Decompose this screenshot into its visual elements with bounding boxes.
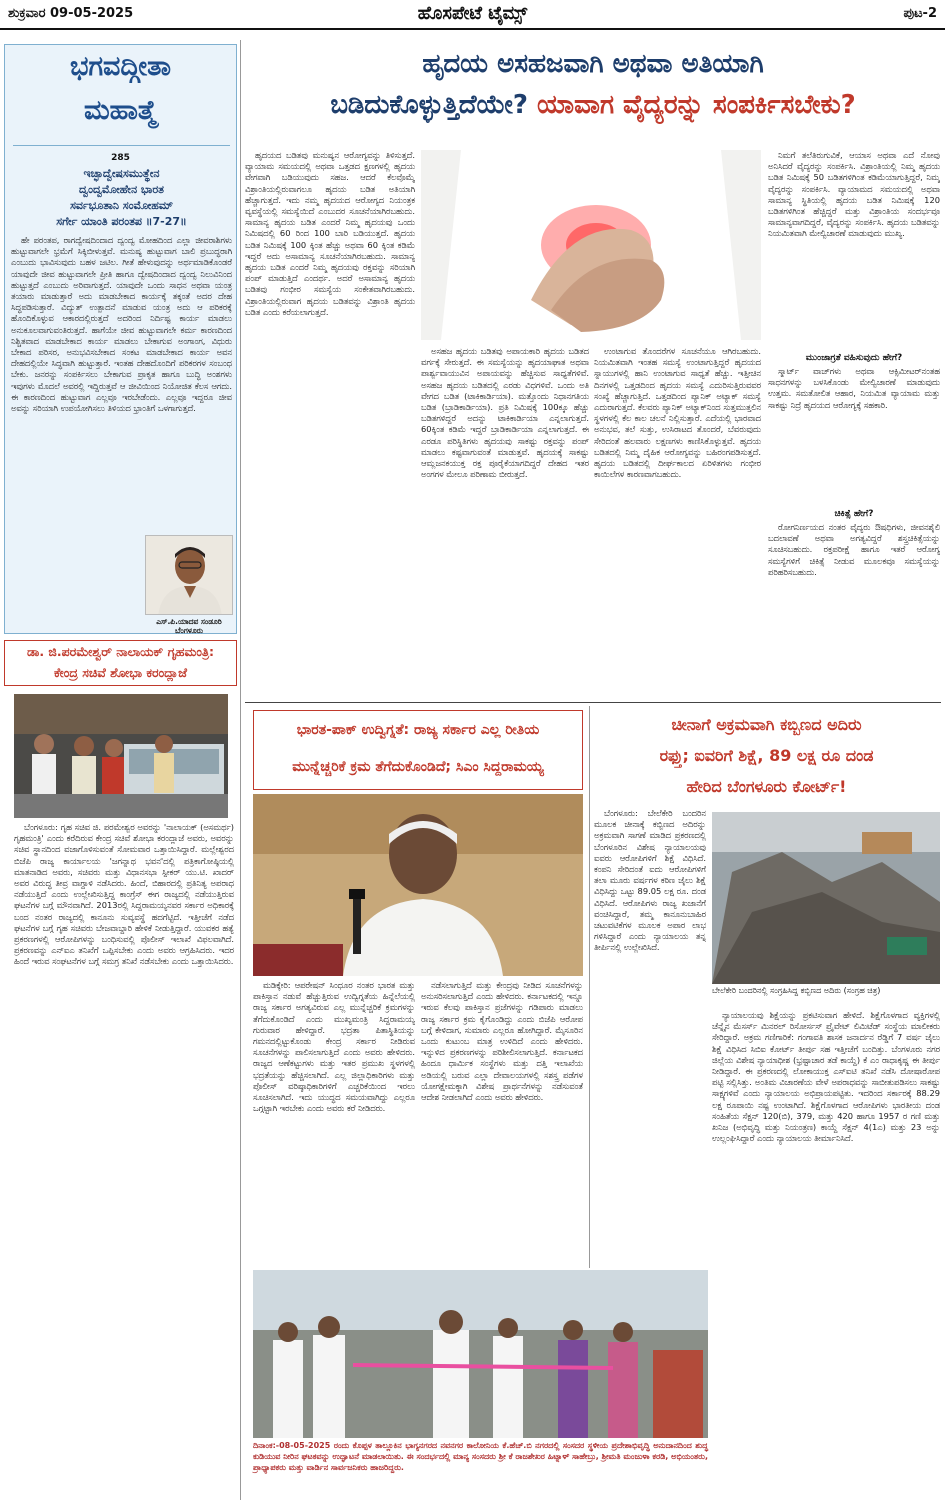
iron-ore-photo <box>712 812 940 984</box>
heart-col2-text: ಅಸಹಜ ಹೃದಯ ಬಡಿತವು ಅಪಾಯಕಾರಿ ಹೃದಯ ಬಡಿತದ ವರ್ಗಕ್ಕೆ ಸೇರುತ್ತದೆ. ಈ ಸಮಸ್ಯೆಯನ್ನು ಹೃದಯಾಘಾತ ಅಥವಾ ಪಾರ್ಶ್ವವಾಯುವಿನ ಅಪಾಯವನ್ನು ಹೆಚ್ಚಿಸುವ ಸಾಧ್ಯತೆಗಳಿವೆ. ಅಸಹಜ ಹೃದಯ ಬಡಿತದಲ್ಲಿ ಎರಡು ವಿಧಗಳಿವೆ. ಒಂದು ಅತಿ ವೇಗದ ಬಡಿತ (ಟಾಕಿಕಾರ್ಡಿಯಾ). ಮತ್ತೊಂದು ನಿಧಾನಗತಿಯ ಬಡಿತ (ಬ್ರಾಡಿಕಾರ್ಡಿಯಾ). ಪ್ರತಿ ನಿಮಿಷಕ್ಕೆ 100ಕ್ಕೂ ಹೆಚ್ಚು ಬಡಿತಗಳಿದ್ದರೆ ಅದನ್ನು ಟಾಕಿಕಾರ್ಡಿಯಾ ಎನ್ನಲಾಗುತ್ತದೆ. 60ಕ್ಕಿಂತ ಕಡಿಮೆ ಇದ್ದರೆ ಬ್ರಾಡಿಕಾರ್ಡಿಯಾ ಎನ್ನಲಾಗುತ್ತದೆ. ಈ ಎರಡೂ ಪರಿಸ್ಥಿತಿಗಳು ಹೃದಯವು ಸಾಕಷ್ಟು ರಕ್ತವನ್ನು ಪಂಪ್ ಮಾಡಲು ಕಷ್ಟವಾಗುವಂತೆ ಮಾಡುತ್ತವೆ. ಹೃದಯಕ್ಕೆ ಸಾಕಷ್ಟು ಆಮ್ಲಜನಕಯುಕ್ತ ರಕ್ತ ಪೂರೈಕೆಯಾಗದಿದ್ದರೆ ದೇಹದ ಇತರ ಅಂಗಗಳ ಮೇಲೂ ಪರಿಣಾಮ ಬೀರುತ್ತದೆ. <box>421 346 589 480</box>
inauguration-photo <box>253 1270 708 1438</box>
author-name: ಎಸ್.ಪಿ.ಯಾದವ ಸಂಡೂರಿ <box>156 617 222 626</box>
heart-col4 <box>768 150 940 698</box>
section-divider <box>245 702 941 703</box>
pak-headline-line2: ಮುನ್ನೆಚ್ಚರಿಕೆ ಕ್ರಮ ತೆಗೆದುಕೊಂಡಿದೆ; ಸಿಎಂ ಸಿದ್ದರಾಮಯ್ಯ <box>292 759 544 775</box>
heart-col3 <box>594 346 761 698</box>
heart-headline-line2a: ಬಡಿದುಕೊಳ್ಳುತ್ತಿದೆಯೇ? <box>330 90 538 120</box>
iron-ore-pile-photo-icon <box>712 812 940 984</box>
chest-pain-illustration-icon <box>421 150 761 340</box>
ribbon-cutting-photo-icon <box>253 1270 708 1438</box>
cm-speaking-photo-icon <box>253 794 583 976</box>
gita-column <box>4 44 237 634</box>
heart-col4c-text: ರೋಗನಿರ್ಣಯದ ನಂತರ ವೈದ್ಯರು ಔಷಧಿಗಳು, ಜೀವನಶೈಲಿ ಬದಲಾವಣೆ ಅಥವಾ ಅಗತ್ಯವಿದ್ದರೆ ಶಸ್ತ್ರಚಿಕಿತ್ಸೆಯನ್ನು ಸೂಚಿಸಬಹುದು. ರಕ್ತಪರೀಕ್ಷೆ ಹಾಗೂ ಇತರೆ ಆರೋಗ್ಯ ಸಮಸ್ಯೆಗಳಿಗೆ ಚಿಕಿತ್ಸೆ ನೀಡುವ ಮೂಲಕವೂ ಸಮಸ್ಯೆಯನ್ನು ಪರಿಹರಿಸಬಹುದು. <box>768 522 940 577</box>
issue-date: ಶುಕ್ರವಾರ 09-05-2025 <box>8 6 134 21</box>
china-col1-text: ಬೆಂಗಳೂರು: ಬೇಲೆಕೇರಿ ಬಂದರಿನ ಮೂಲಕ ಚೀನಾಕ್ಕೆ ಕಬ್ಬಿಣದ ಅದಿರನ್ನು ಅಕ್ರಮವಾಗಿ ಸಾಗಣೆ ಮಾಡಿದ ಪ್ರಕರಣದಲ್ಲಿ ಬೆಂಗಳೂರಿನ ವಿಶೇಷ ನ್ಯಾಯಾಲಯವು ಐವರು ಆರೋಪಿಗಳಿಗೆ ಶಿಕ್ಷೆ ವಿಧಿಸಿದೆ. ಕಂಪನಿ ಸೇರಿದಂತೆ ಐದು ಆರೋಪಿಗಳಿಗೆ ತಲಾ ಮೂರು ವರ್ಷಗಳ ಕಠಿಣ ಜೈಲು ಶಿಕ್ಷೆ ವಿಧಿಸಿದ್ದು ಒಟ್ಟು 89.05 ಲಕ್ಷ ರೂ. ದಂಡ ವಿಧಿಸಿದೆ. ಆರೋಪಿಗಳು ರಾಜ್ಯ ಖಜಾನೆಗೆ ವಂಚಿಸಿದ್ದಾರೆ, ತಮ್ಮ ಕಾನೂನುಬಾಹಿರ ಚಟುವಟಿಕೆಗಳ ಮೂಲಕ ಅಪಾರ ಲಾಭ ಗಳಿಸಿದ್ದಾರೆ ಎಂದು ನ್ಯಾಯಾಲಯ ತನ್ನ ತೀರ್ಪಿನಲ್ಲಿ ಉಲ್ಲೇಖಿಸಿದೆ. <box>594 808 706 953</box>
pak-col1 <box>253 980 415 1266</box>
shloka-line3: ಸರ್ವಭೂತಾನಿ ಸಂಮೋಹಮ್ <box>70 199 173 212</box>
gita-title-line2: ಮಹಾತ್ಮೆ <box>84 95 157 126</box>
china-headline-line1: ಚೀನಾಗೆ ಅಕ್ರಮವಾಗಿ ಕಬ್ಬಿಣದ ಅದಿರು <box>671 715 862 734</box>
gita-body <box>11 235 232 535</box>
iron-ore-photo-caption: ಬೇಲೆಕೇರಿ ಬಂದರಿನಲ್ಲಿ ಸಂಗ್ರಹಿಸಿದ್ದ ಕಬ್ಬಿಣದ ಅದಿರು (ಸಂಗ್ರಹ ಚಿತ್ರ) <box>712 986 881 995</box>
cm-photo <box>253 794 583 976</box>
page-number: ಪುಟ-2 <box>903 6 937 21</box>
masthead <box>0 0 945 30</box>
pak-col2-text: ನಡೆಸಲಾಗುತ್ತಿದೆ ಮತ್ತು ಕೇಂದ್ರವು ನೀಡಿದ ಸೂಚನೆಗಳನ್ನು ಅನುಸರಿಸಲಾಗುತ್ತಿದೆ ಎಂದು ಹೇಳಿದರು. ಕರ್ನಾಟಕದಲ್ಲಿ ಇನ್ನೂ ಇರುವ ಕೆಲವು ಪಾಕಿಸ್ತಾನ ಪ್ರಜೆಗಳನ್ನು ಗಡಿಪಾರು ಮಾಡಲು ರಾಜ್ಯ ಸರ್ಕಾರ ಕ್ರಮ ಕೈಗೊಂಡಿದ್ದು ಎಂದು ಬಿಜೆಪಿ ಆರೋಪ ಬಗ್ಗೆ ಕೇಳಿದಾಗ, ಸುಮಾರು ಎಲ್ಲರೂ ಹೋಗಿದ್ದಾರೆ. ಮೈಸೂರಿನ ಒಂದು ಕುಟುಂಬ ಮಾತ್ರ ಉಳಿದಿದೆ ಎಂದು ಹೇಳಿದರು. ಇನ್ನುಳಿದ ಪ್ರಕರಣಗಳನ್ನು ಪರಿಶೀಲಿಸಲಾಗುತ್ತಿದೆ. ಕರ್ನಾಟಕದ ಹಿಂದೂ ಧಾರ್ಮಿಕ ಸಂಸ್ಥೆಗಳು ಮತ್ತು ದತ್ತಿ ಇಲಾಖೆಯ ಅಡಿಯಲ್ಲಿ ಬರುವ ಎಲ್ಲಾ ದೇವಾಲಯಗಳಲ್ಲಿ ಸಶಸ್ತ್ರ ಪಡೆಗಳ ಯೋಗಕ್ಷೇಮಕ್ಕಾಗಿ ವಿಶೇಷ ಪ್ರಾರ್ಥನೆಗಳನ್ನು ನಡೆಸುವಂತೆ ಆದೇಶ ನೀಡಲಾಗಿದೆ ಎಂದು ಅವರು ಹೇಳಿದರು. <box>421 980 583 1103</box>
newspaper-brand: ಹೊಸಪೇಟೆ ಟೈಮ್ಸ್ <box>417 3 528 24</box>
pak-headline <box>253 710 583 790</box>
author-photo <box>145 535 233 615</box>
heart-col4-treatment <box>768 522 940 692</box>
heart-photo <box>421 150 761 340</box>
heart-subhead-precaution: ಮುಂಜಾಗ್ರತೆ ವಹಿಸುವುದು ಹೇಗೆ? <box>805 353 903 363</box>
pak-col1-text: ಮಡಿಕ್ಕೇರಿ: ಆಪರೇಷನ್ ಸಿಂಧೂರ ನಂತರ ಭಾರತ ಮತ್ತು ಪಾಕಿಸ್ತಾನ ನಡುವೆ ಹೆಚ್ಚುತ್ತಿರುವ ಉದ್ವಿಗ್ನತೆಯ ಹಿನ್ನೆಲೆಯಲ್ಲಿ ರಾಜ್ಯ ಸರ್ಕಾರ ಅಗತ್ಯವಿರುವ ಎಲ್ಲ ಮುನ್ನೆಚ್ಚರಿಕೆ ಕ್ರಮಗಳನ್ನು ತೆಗೆದುಕೊಂಡಿದೆ ಎಂದು ಮುಖ್ಯಮಂತ್ರಿ ಸಿದ್ದರಾಮಯ್ಯ ಗುರುವಾರ ಹೇಳಿದ್ದಾರೆ. ಭದ್ರತಾ ಪಿತಾಸ್ಥಿತಿಯನ್ನು ಗಮನದಲ್ಲಿಟ್ಟುಕೊಂಡು ಕೇಂದ್ರ ಸರ್ಕಾರ ನೀಡಿರುವ ಸೂಚನೆಗಳನ್ನು ಪಾಲಿಸಲಾಗುತ್ತಿದೆ ಎಂದು ಅವರು ಹೇಳಿದರು. ರಾಜ್ಯದ ಆಣೆಕಟ್ಟುಗಳು ಮತ್ತು ಇತರ ಪ್ರಮುಖ ಸ್ಥಳಗಳಲ್ಲಿ ಭದ್ರತೆಯನ್ನು ಹೆಚ್ಚಿಸಲಾಗಿದೆ. ಎಲ್ಲ ಜಿಲ್ಲಾಧಿಕಾರಿಗಳು ಮತ್ತು ಪೊಲೀಸ್ ವರಿಷ್ಠಾಧಿಕಾರಿಗಳಿಗೆ ಎಚ್ಚರಿಕೆಯಿಂದ ಇರಲು ಸೂಚಿಸಲಾಗಿದೆ. ಇದು ಯುದ್ಧದ ಸಮಯವಾಗಿದ್ದು ಎಲ್ಲರೂ ಒಗ್ಗಟ್ಟಾಗಿ ಇರಬೇಕು ಎಂದು ಅವರು ಕರೆ ನೀಡಿದರು. <box>253 980 415 1114</box>
canteen-visit-photo-icon <box>14 694 228 818</box>
parameshwar-body <box>14 822 234 1500</box>
heart-col4-precaution <box>768 366 940 506</box>
gita-body-text: ಹೇ ಪರಂತಪ, ರಾಗದ್ವೇಷದಿಂದಾದ ದ್ವಂದ್ವ ಮೋಹದಿಂದ ಎಲ್ಲಾ ಜೀವರಾಶಿಗಳು ಹುಟ್ಟುವಾಗಲೇ ಭ್ರಮೆಗೆ ಸಿಕ್ಕಿಬೀಳುತ್ತವೆ. ಮನುಷ್ಯ ಹುಟ್ಟುವಾಗ ಬಾಲಿ ಪ್ರಬುದ್ಧರಾಗಿ ಎಂಬುದು ಭಾವಿಸುವುದು ಬಹಳ ಜಟಿಲ. ಗೀತೆ ಹೇಳುವುದನ್ನು ಅರ್ಥಮಾಡಿಕೊಂಡರೆ ಯಾವುದೇ ಜೀವ ಹುಟ್ಟುವಾಗಲೇ ಪ್ರೀತಿ ಹಾಗೂ ದ್ವೇಷದಿಂದಾದ ದ್ವಂದ್ವ ನಿಲುವಿನಿಂದ ಹುಟ್ಟುತ್ತದೆ ಎಂಬುದು ಅರಿವಾಗುತ್ತದೆ. ಯಾವುದೇ ಒಂದು ಸಾಧನ ಅಥವಾ ಯಂತ್ರ ತಯಾರು ಮಾಡುತ್ತಾರೆ ಅದು ಮಾಡಬೇಕಾದ ಕಾರ್ಯಕ್ಕೆ ತಕ್ಕಂತೆ ಅದರ ದೇಹ ಸಿದ್ಧಪಡಿಸುತ್ತಾರೆ. ವಿದ್ಯುತ್ ಉತ್ಪಾದನೆ ಮಾಡುವ ಯಂತ್ರ ಅದು ಆ ಪರಿಕರಕ್ಕೆ ಹೊಂದಿಕೊಳ್ಳುವ ಆಕಾರದಲ್ಲಿರುತ್ತದೆ ಅದರಿಂದ ನಿರ್ದಿಷ್ಟ ಕಾರ್ಯ ಮಾಡಲು ಅನುಕೂಲವಾಗುವಂತಿರುತ್ತದೆ. ಹಾಗೆಯೇ ಜೀವ ಹುಟ್ಟುವಾಗಲೇ ಕರ್ಮ ಕಾರಣದಿಂದ ನಿಶ್ಚಿತವಾದ ಮಾಡಬೇಕಾದ ಕಾರ್ಯ ಮಾಡಲು ಬೇಕಾಗುವ ಅಂಗಾಂಗ, ವಿಧುರು ಬೇಕಾದ ಪರಿಸರ, ಅನುಭವಿಸಬೇಕಾದ ಸಂಕಟ ಮಾಡಬೇಕಾದ ಕಾರ್ಯ ಅವನ ದೇಹದಲ್ಲಿಯೇ ಸಿದ್ಧವಾಗಿ ಹುಟ್ಟುತ್ತಾರೆ. ಇಂತಹ ದೇಹದೊಂದಿಗೆ ಪರಿಕರಗಳ ಸಂಬಂಧ ಬೇಕು. ಜನರನ್ನು ಸಂಪರ್ಕಿಸಲು ಬೇಕಾಗುವ ಪ್ರಾಕೃತ ಹಾಗೂ ಬುದ್ಧಿ ಅಂಶಗಳು ಇವುಗಳು ಮೊದಲೆ ಅವರಲ್ಲಿ ಇದ್ದಿರುತ್ತವೆ ಆ ಜೀವಿಯಿಂದ ನಿಯೋಜಿತ ಕೆಲಸ ಆಗದು. ಈ ಕಾರಣದಿಂದ ಹುಟ್ಟುವಾಗ ಎಲ್ಲವೂ ಇರಬೇಡೆಂದು. ಎಲ್ಲವೂ ಇದ್ದರೂ ಜೀವ ಅವನ್ನು ಸರಿಯಾಗಿ ಉಪಯೋಗಿಸಲು ತಿಳಿಯದ ಭ್ರಾಂತಿಗೆ ಒಳಗಾಗುತ್ತದೆ. <box>11 235 232 414</box>
parameshwar-headline-line1: ಡಾ. ಜಿ.ಪರಮೇಶ್ವರ್ ನಾಲಾಯಕ್ ಗೃಹಮಂತ್ರಿ: <box>26 644 215 659</box>
column-divider <box>589 706 590 1268</box>
china-headline-line2: ರಫ್ತು; ಐವರಿಗೆ ಶಿಕ್ಷೆ, 89 ಲಕ್ಷ ರೂ ದಂಡ <box>659 746 874 765</box>
heart-headline-line1: ಹೃದಯ ಅಸಹಜವಾಗಿ ಅಥವಾ ಅತಿಯಾಗಿ <box>422 49 764 79</box>
heart-col4b-text: ಸ್ಮಾರ್ಟ್ ವಾಚ್‌ಗಳು ಅಥವಾ ಆಕ್ಸಿಮೀಟರ್‌ನಂತಹ ಸಾಧನಗಳನ್ನು ಬಳಸಿಕೊಂಡು ಮೇಲ್ವಿಚಾರಣೆ ಮಾಡುವುದು ಉತ್ತಮ. ಸಮತೋಲಿತ ಆಹಾರ, ನಿಯಮಿತ ವ್ಯಾಯಾಮ ಮತ್ತು ಸಾಕಷ್ಟು ನಿದ್ರೆ ಹೃದಯದ ಆರೋಗ್ಯಕ್ಕೆ ಸಹಕಾರಿ. <box>768 366 940 410</box>
gita-serial-number: 285 <box>111 153 130 163</box>
heart-col1-text: ಹೃದಯದ ಬಡಿತವು ಮನುಷ್ಯನ ಆರೋಗ್ಯವನ್ನು ತಿಳಿಸುತ್ತದೆ. ವ್ಯಾಯಾಮ ಸಮಯದಲ್ಲಿ ಅಥವಾ ಒತ್ತಡದ ಕ್ಷಣಗಳಲ್ಲಿ ಹೃದಯ ವೇಗವಾಗಿ ಬಡಿಯುವುದು ಸಹಜ. ಆದರೆ ಕೆಲವೊಮ್ಮೆ ವಿಶ್ರಾಂತಿಯಲ್ಲಿರುವಾಗಲೂ ಹೃದಯ ಬಡಿತ ಅತಿಯಾಗಿ ಹೆಚ್ಚಾಗುತ್ತದೆ. ಇದು ನಮ್ಮ ಹೃದಯದ ಆರೋಗ್ಯದ ನಿಯಂತ್ರಕ ವ್ಯವಸ್ಥೆಯಲ್ಲಿ ಸಮಸ್ಯೆಯಿದೆ ಎಂಬುದರ ಸೂಚನೆಯಾಗಿರಬಹುದು. ಸಾಮಾನ್ಯ ಹೃದಯ ಬಡಿತ ಎಂದರೆ ನಿಮ್ಮ ಹೃದಯವು ಒಂದು ನಿಮಿಷದಲ್ಲಿ 60 ರಿಂದ 100 ಬಾರಿ ಬಡಿಯುತ್ತದೆ. ಹೃದಯ ಬಡಿತ ನಿಮಿಷಕ್ಕೆ 100 ಕ್ಕಿಂತ ಹೆಚ್ಚು ಅಥವಾ 60 ಕ್ಕಿಂತ ಕಡಿಮೆ ಇದ್ದರೆ ಅದು ಅಸಾಮಾನ್ಯ ಸೂಚನೆಯಾಗಿರಬಹುದು. ಸಾಮಾನ್ಯ ಹೃದಯ ಬಡಿತ ಎಂದರೆ ನಿಮ್ಮ ಹೃದಯವು ರಕ್ತವನ್ನು ಸರಿಯಾಗಿ ಪಂಪ್ ಮಾಡುತ್ತಿದೆ ಎಂದರ್ಥ. ಅದರೆ ಅಸಾಮಾನ್ಯ ಹೃದಯ ಬಡಿತವು ಗಂಭೀರ ಸಮಸ್ಯೆಯ ಸಂಕೇತವಾಗಿರಬಹುದು. ವಿಶ್ರಾಂತಿಯಲ್ಲಿರುವಾಗ ಹೃದಯ ಬಡಿತವನ್ನು ವಿಶ್ರಾಂತಿ ಹೃದಯ ಬಡಿತ ಎಂದು ಕರೆಯಲಾಗುತ್ತದೆ. <box>245 150 415 317</box>
heart-col4-text: ನಿಮಗೆ ತಲೆತಿರುಗುವಿಕೆ, ಆಯಾಸ ಅಥವಾ ಎದೆ ನೋವು ಅನಿಸಿದರೆ ವೈದ್ಯರನ್ನು ಸಂಪರ್ಕಿಸಿ. ವಿಶ್ರಾಂತಿಯಲ್ಲಿ ನಿಮ್ಮ ಹೃದಯ ಬಡಿತ ನಿಮಿಷಕ್ಕೆ 50 ಬಡಿತಗಳಿಗಿಂತ ಕಡಿಮೆಯಾಗುತ್ತಿದ್ದರೆ, ನಿಮ್ಮ ವೈದ್ಯರನ್ನು ಸಂಪರ್ಕಿಸಿ. ವ್ಯಾಯಾಮದ ಸಮಯದಲ್ಲಿ ಅಥವಾ ಸಾಮಾನ್ಯ ಸ್ಥಿತಿಯಲ್ಲಿ ಹೃದಯ ಬಡಿತ ನಿಮಿಷಕ್ಕೆ 120 ಬಡಿತಗಳಿಗಿಂತ ಹೆಚ್ಚಿದ್ದರೆ ಮತ್ತು ವಿಶ್ರಾಂತಿಯ ಸಂದರ್ಭವೂ ಸಾಮಾನ್ಯವಾಗದಿದ್ದರೆ, ವೈದ್ಯರನ್ನು ಸಂಪರ್ಕಿಸಿ. ಹೃದಯ ಬಡಿತವನ್ನು ನಿಯಮಿತವಾಗಿ ಮೇಲ್ವಿಚಾರಣೆ ಮಾಡುವುದು ಮುಖ್ಯ. <box>768 150 940 239</box>
parameshwar-photo <box>14 694 228 818</box>
heart-col1 <box>245 150 415 698</box>
china-col2 <box>712 1010 940 1500</box>
heart-subhead-treatment: ಚಿಕಿತ್ಸೆ ಹೇಗೆ? <box>834 509 874 519</box>
heart-headline-line2b: ಯಾವಾಗ ವೈದ್ಯರನ್ನು ಸಂಪರ್ಕಿಸಬೇಕು? <box>537 90 856 120</box>
parameshwar-body-text: ಬೆಂಗಳೂರು: ಗೃಹ ಸಚಿವ ಜಿ. ಪರಮೇಶ್ವರ ಅವರನ್ನು 'ನಾಲಾಯಕ್ (ಅಸಮರ್ಥ) ಗೃಹಮಂತ್ರಿ' ಎಂದು ಕರೆದಿರುವ ಕೇಂದ್ರ ಸಚಿವೆ ಶೋಭಾ ಕರಂದ್ಲಾಜೆ ಅವರು, ಅವರನ್ನು ಸಚಿವ ಸ್ಥಾನದಿಂದ ವಜಾಗೊಳಿಸುವಂತೆ ಸೋಮವಾರ ಒತ್ತಾಯಿಸಿದ್ದಾರೆ. ಮಲ್ಲೇಶ್ವರದ ಬಿಜೆಪಿ ರಾಜ್ಯ ಕಾರ್ಯಾಲಯ 'ಜಗನ್ನಾಥ ಭವನ'ದಲ್ಲಿ ಪತ್ರಿಕಾಗೋಷ್ಠಿಯಲ್ಲಿ ಮಾತನಾಡಿದ ಅವರು, ಸಚಿವರು ಮತ್ತು ವಿಧಾನಸಭಾ ಸ್ಪೀಕರ್ ಯು.ಟಿ. ಖಾದರ್ ಅವರ ವಿರುದ್ಧ ತೀವ್ರ ವಾಗ್ದಾಳಿ ನಡೆಸಿದರು. ಹಿಂದೆ, ಬಿಹಾರದಲ್ಲಿ ಪ್ರತಿನಿತ್ಯ ಅಪರಾಧ ನಡೆಯುತ್ತಿದೆ ಎಂದು ಉಲ್ಲೇಖಿಸುತ್ತಿದ್ದ ಕಾಂಗ್ರೆಸ್ ಈಗ ರಾಜ್ಯದಲ್ಲಿ ನಡೆಯುತ್ತಿರುವ ಘಟನೆಗಳ ಬಗ್ಗೆ ಮೌನವಾಗಿದೆ. 2013ರಲ್ಲಿ ಸಿದ್ದರಾಮಯ್ಯನವರ ಸರ್ಕಾರ ಅಧಿಕಾರಕ್ಕೆ ಬಂದ ನಂತರ ರಾಜ್ಯದಲ್ಲಿ ಕಾನೂನು ಸುವ್ಯವಸ್ಥೆ ಹದಗೆಟ್ಟಿದೆ. ಇತ್ತೀಚೆಗೆ ನಡೆದ ಘಟನೆಗಳ ಬಗ್ಗೆ ಗೃಹ ಸಚಿವರು ಬೇಜವಾಬ್ದಾರಿ ಹೇಳಿಕೆ ನೀಡುತ್ತಿದ್ದಾರೆ. ಯುವಕರ ಹತ್ಯೆ ಪ್ರಕರಣಗಳಲ್ಲಿ ಆರೋಪಿಗಳನ್ನು ಬಂಧಿಸುವಲ್ಲಿ ಪೊಲೀಸ್ ಇಲಾಖೆ ವಿಫಲವಾಗಿದೆ. ಪ್ರಕರಣವನ್ನು ಎನ್‌ಐಎ ತನಿಖೆಗೆ ಒಪ್ಪಿಸಬೇಕು ಎಂದು ಅವರು ಆಗ್ರಹಿಸಿದರು. ಇದರ ಹಿಂದೆ ಇರುವ ಸಂಘಟನೆಗಳ ಬಗ್ಗೆ ಸಮಗ್ರ ತನಿಖೆ ನಡೆಸಬೇಕು ಎಂದು ಒತ್ತಾಯಿಸಿದರು. <box>14 822 234 967</box>
china-col1 <box>594 808 706 1118</box>
heart-col4-body <box>768 150 940 350</box>
pak-headline-line1: ಭಾರತ-ಪಾಕ್ ಉದ್ವಿಗ್ನತೆ: ರಾಜ್ಯ ಸರ್ಕಾರ ಎಲ್ಲ ರೀತಿಯ <box>296 722 540 738</box>
author-portrait-icon <box>146 536 233 615</box>
column-divider <box>240 40 241 1500</box>
china-headline-line3: ಹೇರಿದ ಬೆಂಗಳೂರು ಕೋರ್ಟ್! <box>686 777 847 796</box>
heart-headline <box>245 44 941 146</box>
heart-col2 <box>421 346 589 698</box>
parameshwar-headline <box>4 640 237 686</box>
shloka-line4: ಸರ್ಗೇ ಯಾಂತಿ ಪರಂತಪ ॥7-27॥ <box>56 215 187 228</box>
inauguration-caption-box <box>253 1440 708 1500</box>
author-city: ಬೆಂಗಳೂರು <box>174 626 203 635</box>
parameshwar-headline-line2: ಕೇಂದ್ರ ಸಚಿವೆ ಶೋಭಾ ಕರಂದ್ಲಾಜೆ <box>53 665 188 680</box>
gita-title-line1: ಭಗವದ್ಗೀತಾ <box>70 51 171 82</box>
inauguration-caption: ದಿನಾಂಕ:-08-05-2025 ರಂದು ಕೊಪ್ಪಳ ತಾಲ್ಲೂಕಿನ ಭಾಗ್ಯನಗರದ ನವನಗರ ಕಾಲೋನಿಯ ಕೆ.ಹೆಚ್.ಬಿ ನಗರದಲ್ಲಿ ಸಂಸದರ ಸ್ಥಳೀಯ ಪ್ರದೇಶಾಭಿವೃದ್ಧಿ ಅನುದಾನದಿಂದ ಶುದ್ಧ ಕುಡಿಯುವ ನೀರಿನ ಘಟಕವನ್ನು ಉದ್ಘಾಟನೆ ಮಾಡಲಾಯಿತು. ಈ ಸಂದರ್ಭದಲ್ಲಿ ಮಾನ್ಯ ಸಂಸದರು ಶ್ರೀ ಕೆ ರಾಜಶೇಖರ ಹಿಟ್ನಾಳ್ ಸಾಹೇಬ್ರು, ಶ್ರೀಮತಿ ಮಂಜುಳಾ ಕರಡಿ, ಅಭಿಯಂತರು, ಪ್ರಾಧ್ಯಾಪಕರು ಮತ್ತು ವಾರ್ಡಿನ ಸಾರ್ವಜನಿಕರು ಹಾಜರಿದ್ದರು. <box>253 1441 708 1472</box>
shloka-line2: ದ್ವಂದ್ವಮೋಹೇನ ಭಾರತ <box>79 183 164 196</box>
china-col2-text: ನ್ಯಾಯಾಲಯವು ಶಿಕ್ಷೆಯನ್ನು ಪ್ರಕಟಿಸುವಾಗ ಹೇಳಿದೆ. ಶಿಕ್ಷೆಗೊಳಗಾದ ವ್ಯಕ್ತಿಗಳಲ್ಲಿ ಚೆನ್ನೈನ ಮೆಸರ್ಸ್ ಮಿನರಲ್ ರಿಸೋರ್ಸಸ್ ಪ್ರೈವೇಟ್ ಲಿಮಿಟೆಡ್ ಸಂಸ್ಥೆಯ ಮಾಲೀಕರು ಸೇರಿದ್ದಾರೆ. ಅಕ್ರಮ ಗಣಿಗಾರಿಕೆ: ಗಂಗಾವತಿ ಶಾಸಕ ಜನಾರ್ದನ ರೆಡ್ಡಿಗೆ 7 ವರ್ಷ ಜೈಲು ಶಿಕ್ಷೆ ವಿಧಿಸಿದ ಸಿಬಿಐ ಕೋರ್ಟ್ ತೀರ್ಪು ಸಹ ಇತ್ತೀಚೆಗೆ ಬಂದಿತ್ತು. ಬೆಂಗಳೂರು ನಗರ ಜಿಲ್ಲೆಯ ವಿಶೇಷ ನ್ಯಾಯಾಧೀಶ (ಭ್ರಷ್ಟಾಚಾರ ತಡೆ ಕಾಯ್ದೆ) ಕೆ ಎಂ ರಾಧಾಕೃಷ್ಣ ಈ ತೀರ್ಪು ನೀಡಿದ್ದಾರೆ. ಈ ಪ್ರಕರಣದಲ್ಲಿ ಲೋಕಾಯುಕ್ತ ಎಸ್‌ಐಟಿ ತನಿಖೆ ನಡೆಸಿ ದೋಷಾರೋಪ ಪಟ್ಟಿ ಸಲ್ಲಿಸಿತ್ತು. ಅಂತಿಮ ವಿಚಾರಣೆಯ ವೇಳೆ ಅಪರಾಧವನ್ನು ಸಾಬೀತುಪಡಿಸಲು ಸಾಕಷ್ಟು ಸಾಕ್ಷ್ಯಗಳಿವೆ ಎಂದು ನ್ಯಾಯಾಲಯ ಅಭಿಪ್ರಾಯಪಟ್ಟಿತು. ಇದರಿಂದ ಸರ್ಕಾರಕ್ಕೆ 88.29 ಲಕ್ಷ ರೂಪಾಯಿ ನಷ್ಟ ಉಂಟಾಗಿದೆ. ಶಿಕ್ಷೆಗೊಳಗಾದ ಆರೋಪಿಗಳು ಭಾರತೀಯ ದಂಡ ಸಂಹಿತೆಯ ಸೆಕ್ಷನ್ 120(ಬಿ), 379, ಮತ್ತು 420 ಹಾಗೂ 1957 ರ ಗಣಿ ಮತ್ತು ಖನಿಜ (ಅಭಿವೃದ್ಧಿ ಮತ್ತು ನಿಯಂತ್ರಣ) ಕಾಯ್ದೆ ಸೆಕ್ಷನ್ 4(1ಎ) ಮತ್ತು 23 ಅನ್ನು ಉಲ್ಲಂಘಿಸಿದ್ದಾರೆ ಎಂದು ನ್ಯಾಯಾಲಯ ತೀರ್ಮಾನಿಸಿದೆ. <box>712 1010 940 1144</box>
china-headline <box>592 710 941 804</box>
heart-col3-text: ಉಂಟಾಗುವ ತೊಂದರೆಗಳ ಸೂಚನೆಯೂ ಆಗಿರಬಹುದು. ನಿಯಮಿತವಾಗಿ ಇಂತಹ ಸಮಸ್ಯೆ ಉಂಟಾಗುತ್ತಿದ್ದರೆ ಹೃದಯದ ಸ್ನಾಯುಗಳಲ್ಲಿ ಹಾನಿ ಉಂಟಾಗುವ ಸಾಧ್ಯತೆ ಹೆಚ್ಚು. ಇತ್ತೀಚಿನ ದಿನಗಳಲ್ಲಿ ಒತ್ತಡದಿಂದ ಹೃದಯ ಸಮಸ್ಯೆ ಎದುರಿಸುತ್ತಿರುವವರ ಸಂಖ್ಯೆ ಹೆಚ್ಚಾಗುತ್ತಿದೆ. ಒತ್ತಡದಿಂದ ಪ್ಯಾನಿಕ್ ಅಟ್ಯಾಕ್ ಸಮಸ್ಯೆ ಎದುರಾಗುತ್ತದೆ. ಕೆಲವರು ಪ್ಯಾನಿಕ್ ಅಟ್ಯಾಕ್‌ನಿಂದ ಸುತ್ತಮುತ್ತಲಿನ ಸ್ಥಳಗಳಲ್ಲಿ ಕೆಲ ಕಾಲ ಚಲನೆ ನಿಲ್ಲಿಸುತ್ತಾರೆ. ಎದೆಯಲ್ಲಿ ಭಾರವಾದ ಅನುಭವ, ತಲೆ ಸುತ್ತು, ಉಸಿರಾಟದ ತೊಂದರೆ, ಬೆವರುವುದು ಸೇರಿದಂತೆ ಹಲವಾರು ಲಕ್ಷಣಗಳು ಕಾಣಿಸಿಕೊಳ್ಳುತ್ತವೆ. ಹೃದಯ ಬಡಿತದಲ್ಲಿ ನಿಮ್ಮ ದೈಹಿಕ ಆರೋಗ್ಯವನ್ನು ಬಹಿರಂಗಪಡಿಸುತ್ತದೆ. ಹೃದಯ ಬಡಿತದಲ್ಲಿ ದೀರ್ಘಕಾಲದ ಏರಿಳಿತಗಳು ಗಂಭೀರ ಕಾಯಿಲೆಗಳ ಕಾರಣವಾಗಬಹುದು. <box>594 346 761 480</box>
shloka-line1: ಇಚ್ಛಾದ್ವೇಷಸಮುತ್ಥೇನ <box>83 167 160 180</box>
pak-col2 <box>421 980 583 1266</box>
divider <box>13 145 230 146</box>
